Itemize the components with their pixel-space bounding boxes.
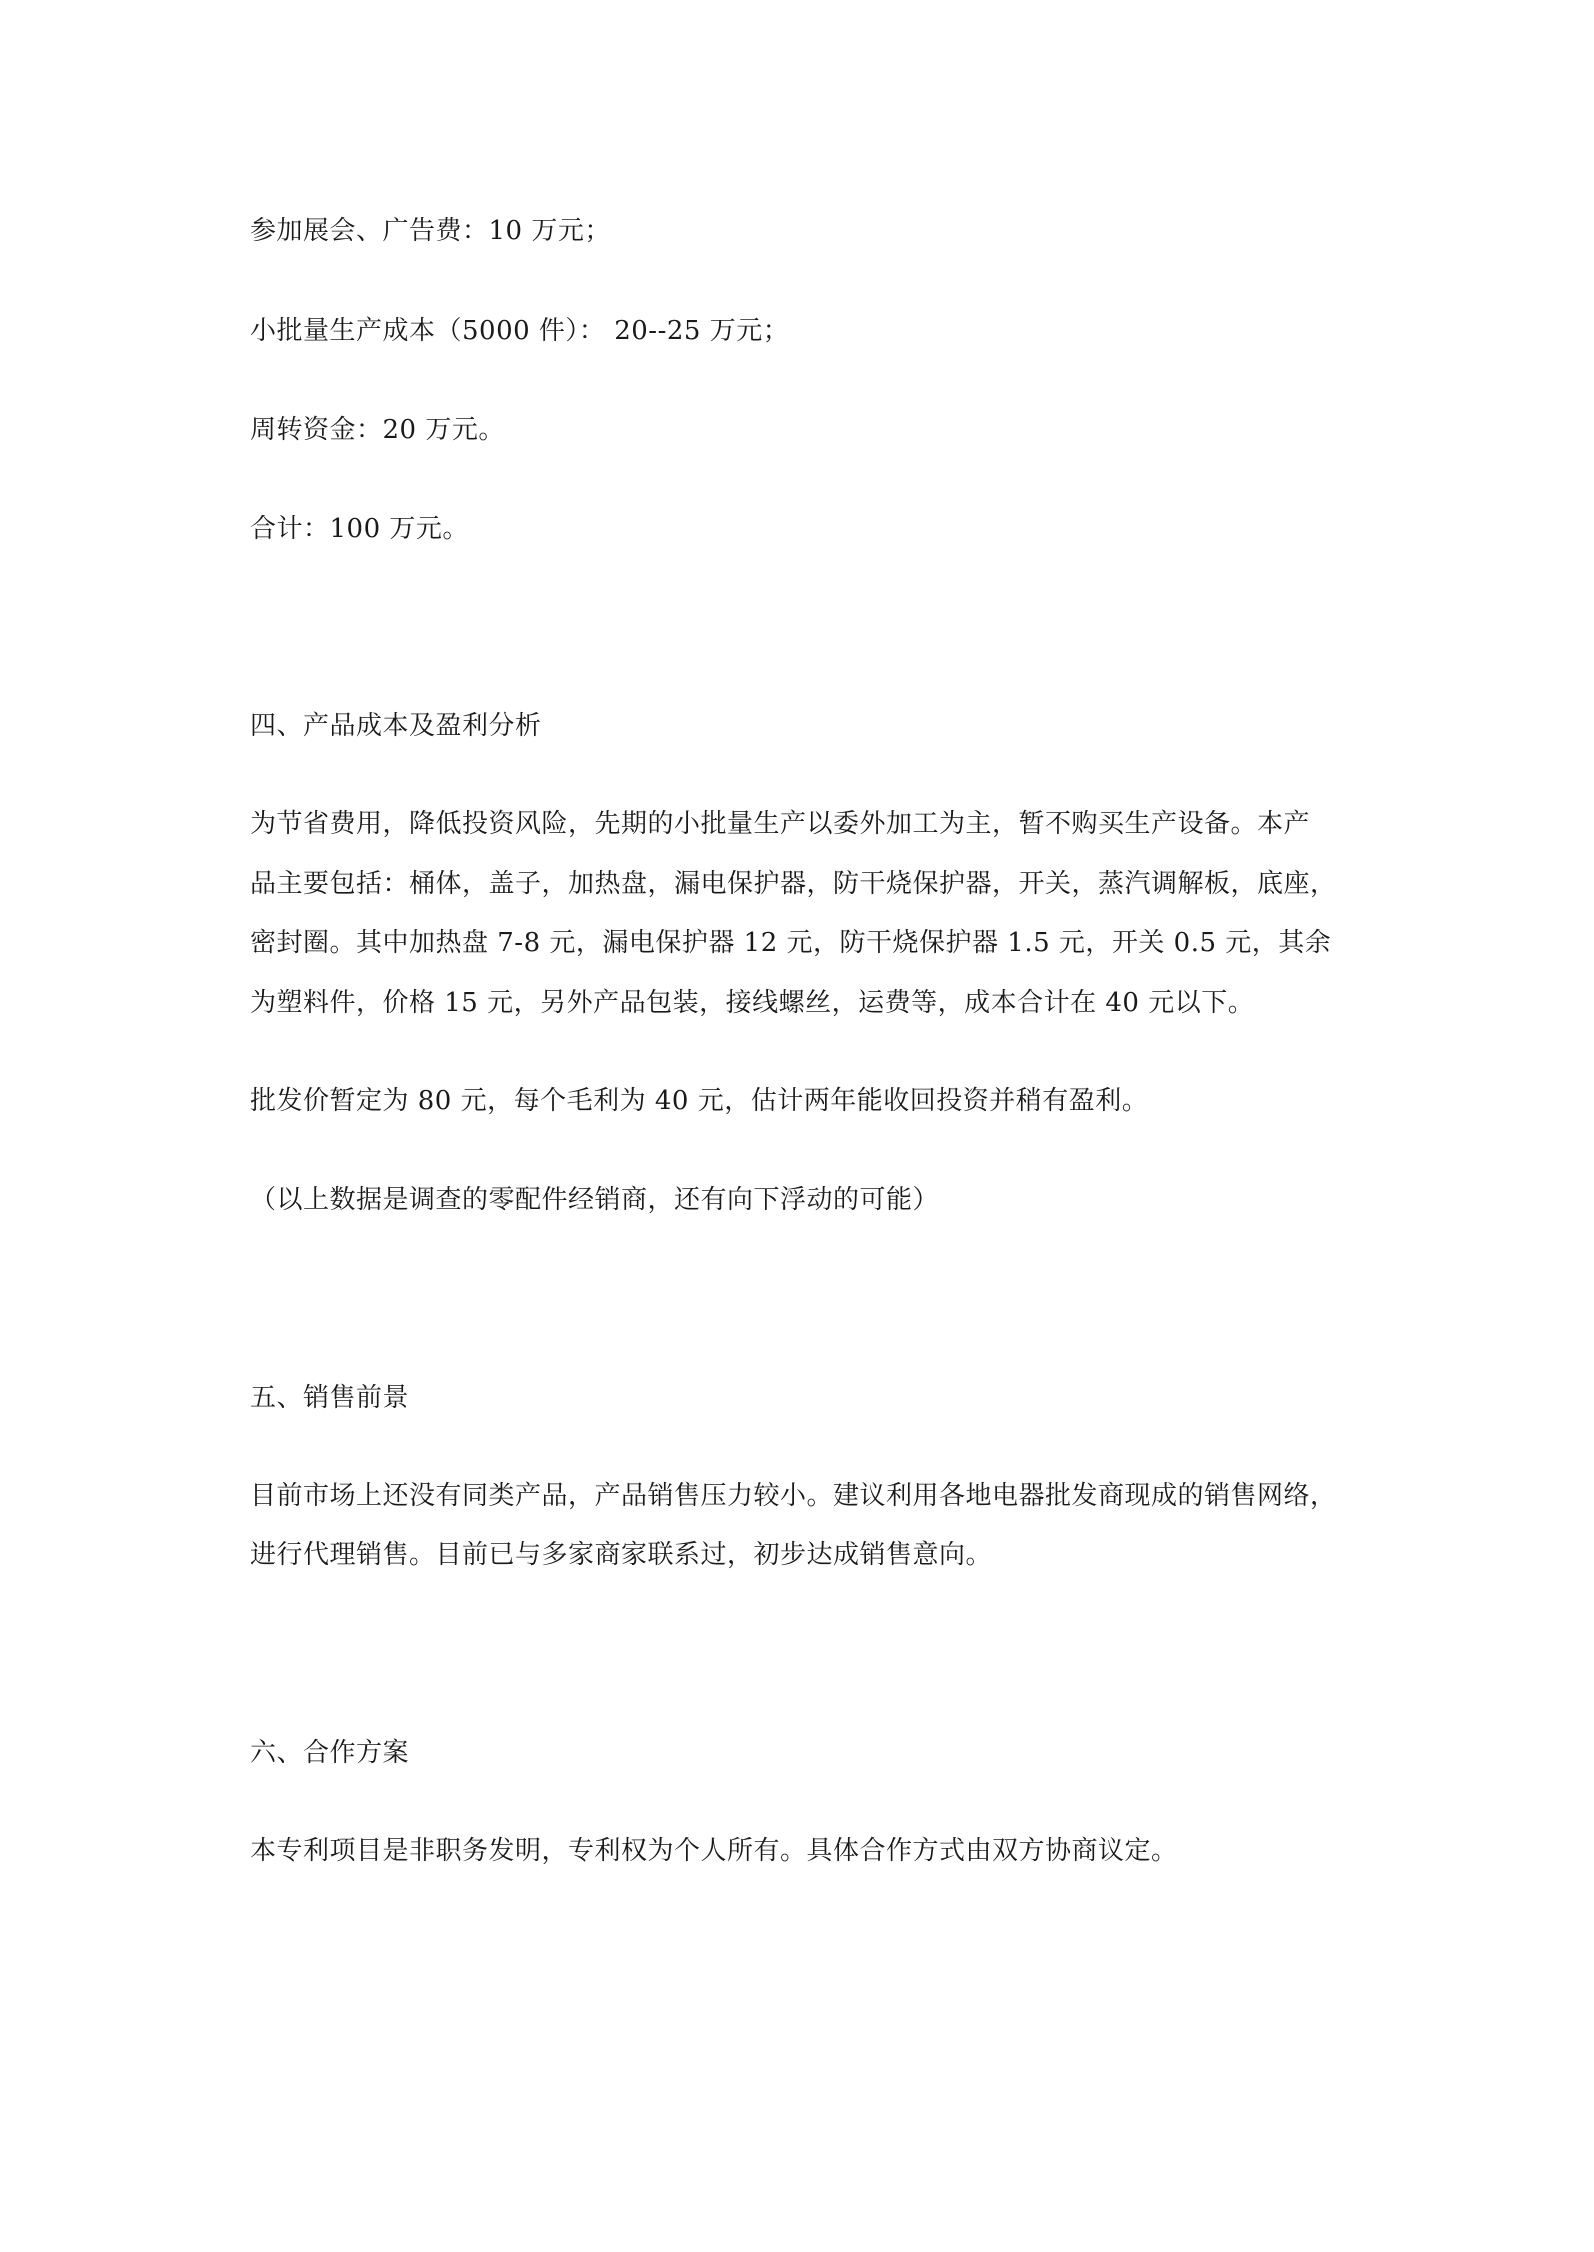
section4-paragraph2: 批发价暂定为 80 元，每个毛利为 40 元，估计两年能收回投资并稍有盈利。 (250, 1086, 1149, 1116)
section4-note: （以上数据是调查的零配件经销商，还有向下浮动的可能） (250, 1185, 940, 1215)
section4-para1-line: 为塑料件，价格 15 元，另外产品包装，接线螺丝，运费等，成本合计在 40 元以下。 (250, 988, 1255, 1018)
budget-small-batch-cost: 小批量生产成本（5000 件）： 20--25 万元； (250, 316, 790, 346)
section5-heading: 五、销售前景 (250, 1383, 410, 1413)
section5-para-line: 进行代理销售。目前已与多家商家联系过，初步达成销售意向。 (250, 1540, 993, 1570)
budget-exhibition-ads: 参加展会、广告费：10 万元； (250, 216, 611, 246)
section6-paragraph: 本专利项目是非职务发明，专利权为个人所有。具体合作方式由双方协商议定。 (250, 1836, 1178, 1866)
section4-para1-line: 为节省费用，降低投资风险，先期的小批量生产以委外加工为主，暂不购买生产设备。本产 (250, 809, 1311, 839)
section4-heading: 四、产品成本及盈利分析 (250, 711, 542, 741)
budget-working-capital: 周转资金：20 万元。 (250, 415, 505, 445)
section4-para1-line: 密封圈。其中加热盘 7-8 元，漏电保护器 12 元，防干烧保护器 1.5 元，开关 0.5 元，其余 (250, 928, 1332, 958)
budget-total: 合计：100 万元。 (250, 514, 469, 544)
section4-para1-line: 品主要包括：桶体，盖子，加热盘，漏电保护器，防干烧保护器，开关，蒸汽调解板，底座， (250, 869, 1337, 899)
section6-heading: 六、合作方案 (250, 1738, 410, 1768)
section5-para-line: 目前市场上还没有同类产品，产品销售压力较小。建议利用各地电器批发商现成的销售网络， (250, 1481, 1337, 1511)
